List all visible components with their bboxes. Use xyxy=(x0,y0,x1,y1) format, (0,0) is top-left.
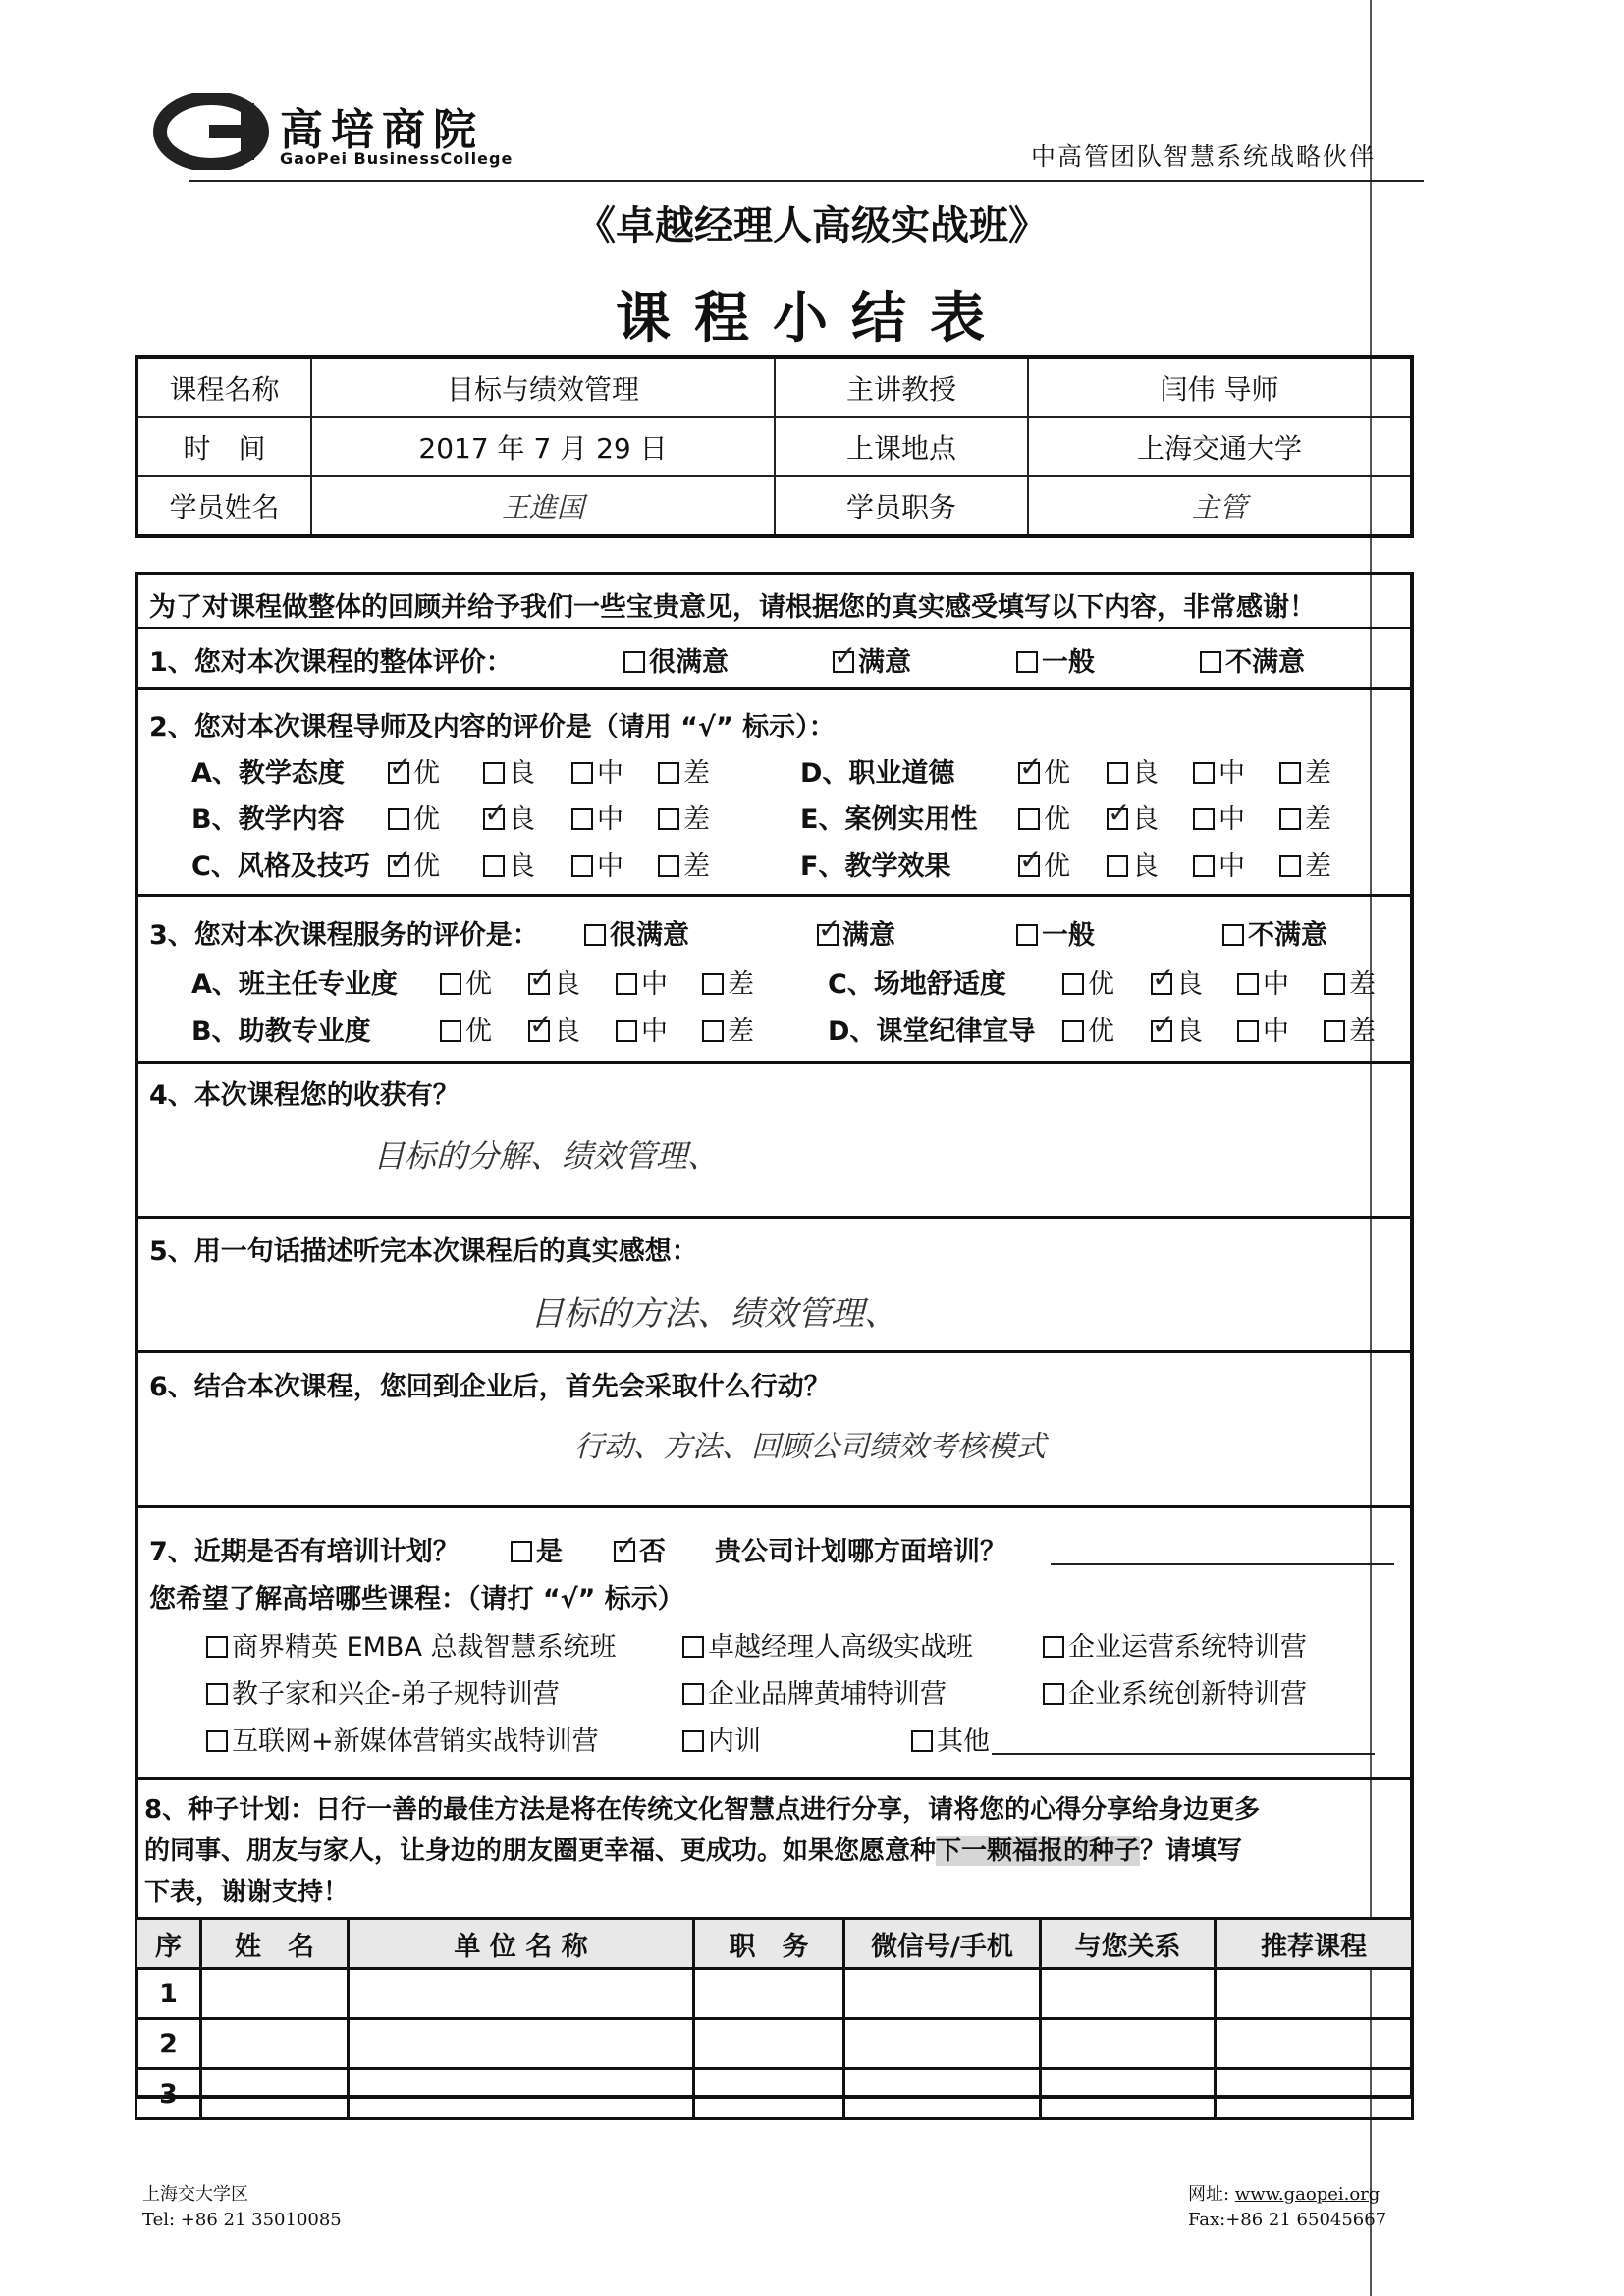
column-header: 单 位 名 称 xyxy=(349,1919,694,1969)
row-number: 3 xyxy=(136,2069,201,2119)
course-option-innovation[interactable]: 企业系统创新特训营 xyxy=(1043,1672,1307,1711)
grade-label: 优 xyxy=(1088,1016,1114,1047)
q3-option-very-satisfied[interactable]: 很满意 xyxy=(584,913,689,952)
grade-option[interactable] xyxy=(1151,1010,1203,1048)
seed-referral-table xyxy=(135,1917,1414,2120)
checkbox[interactable] xyxy=(1193,762,1215,784)
grade-option[interactable] xyxy=(1237,1010,1289,1048)
grade-label: 良 xyxy=(1132,804,1159,835)
lecturer-label: 主讲教授 xyxy=(775,357,1028,417)
q8-text-line3: 下表，谢谢支持！ xyxy=(144,1878,350,1907)
grade-option[interactable] xyxy=(658,845,710,883)
grade-option[interactable] xyxy=(1279,845,1331,883)
grade-option[interactable] xyxy=(440,1010,492,1048)
footer-fax: Fax:+86 21 65045667 xyxy=(1188,2210,1387,2230)
checkbox-checked[interactable] xyxy=(817,924,839,946)
course-name-label: 课程名称 xyxy=(136,357,311,417)
checkbox[interactable] xyxy=(440,973,461,995)
checkbox-checked[interactable] xyxy=(833,651,854,673)
grade-option[interactable] xyxy=(702,1010,754,1048)
q6-label: 6、结合本次课程，您回到企业后，首先会采取什么行动？ xyxy=(149,1372,831,1402)
name-cell[interactable] xyxy=(201,1969,349,2019)
checkbox[interactable] xyxy=(388,808,409,830)
grade-label: 差 xyxy=(683,851,710,882)
name-cell[interactable] xyxy=(201,2069,349,2119)
q8-text-highlight: 下一颗福报的种子 xyxy=(936,1836,1141,1866)
section-divider xyxy=(135,894,1414,897)
section-divider xyxy=(135,1350,1414,1353)
checkbox[interactable] xyxy=(1107,762,1128,784)
column-header: 与您关系 xyxy=(1041,1919,1216,1969)
grade-label: 差 xyxy=(1305,758,1331,789)
q2-label: 2、您对本次课程导师及内容的评价是（请用 “√” 标示）： xyxy=(149,712,836,742)
lecturer-value: 闫伟 导师 xyxy=(1028,357,1412,417)
checkbox[interactable] xyxy=(658,855,679,877)
checkbox[interactable] xyxy=(584,924,606,946)
grade-label: 良 xyxy=(509,804,535,835)
grade-option[interactable] xyxy=(571,797,623,836)
company-plan-field[interactable] xyxy=(1051,1563,1394,1565)
grade-label: 中 xyxy=(1218,758,1245,789)
q3-option-satisfied[interactable]: ✓ 满意 xyxy=(817,913,895,952)
footer-left xyxy=(142,2182,342,2233)
position-cell[interactable] xyxy=(694,2069,844,2119)
checkbox[interactable] xyxy=(483,855,505,877)
q5-answer[interactable]: 目标的方法、绩效管理、 xyxy=(530,1294,897,1334)
course-option-emba[interactable]: 商界精英 EMBA 总裁智慧系统班 xyxy=(206,1625,617,1664)
section-divider xyxy=(135,1216,1414,1219)
q7-company-plan-label: 贵公司计划哪方面培训？ xyxy=(715,1537,1006,1567)
course-cell[interactable] xyxy=(1216,1969,1413,2019)
grade-label: 中 xyxy=(641,969,668,1000)
grade-label: 良 xyxy=(554,969,580,1000)
row-number: 2 xyxy=(136,2019,201,2069)
checkbox[interactable] xyxy=(623,651,645,673)
q8-text-line2 xyxy=(144,1831,1242,1867)
q6-answer[interactable]: 行动、方法、回顾公司绩效考核模式 xyxy=(574,1430,1046,1464)
grade-label: 良 xyxy=(1176,969,1203,1000)
grade-option[interactable] xyxy=(571,751,623,790)
grade-option[interactable] xyxy=(658,797,710,836)
q2-item-label: F、教学效果 xyxy=(800,851,951,882)
course-name-value: 目标与绩效管理 xyxy=(311,357,775,417)
grade-option[interactable] xyxy=(1237,962,1289,1001)
checkbox[interactable] xyxy=(571,855,593,877)
grade-option[interactable] xyxy=(1107,845,1159,883)
time-label: 时 间 xyxy=(136,417,311,476)
course-option-inhouse[interactable]: 内训 xyxy=(682,1720,761,1758)
checkbox[interactable] xyxy=(616,1020,637,1042)
location-value: 上海交通大学 xyxy=(1028,417,1412,476)
grade-label: 差 xyxy=(728,969,754,1000)
row-number: 1 xyxy=(136,1969,201,2019)
q1-option-average[interactable]: 一般 xyxy=(1016,640,1095,679)
course-option-manager[interactable]: 卓越经理人高级实战班 xyxy=(682,1625,973,1664)
grade-label: 中 xyxy=(1218,804,1245,835)
document-subtitle: 课程小结表 xyxy=(616,286,1008,351)
checkbox[interactable] xyxy=(1107,855,1128,877)
grade-option[interactable] xyxy=(388,845,440,883)
q3-label: 3、您对本次课程服务的评价是： xyxy=(149,920,539,951)
grade-option[interactable] xyxy=(658,751,710,790)
checkbox-checked[interactable] xyxy=(388,855,409,877)
section-divider xyxy=(135,1061,1414,1064)
grade-label: 良 xyxy=(509,851,535,882)
checkbox[interactable] xyxy=(1279,808,1301,830)
section-divider xyxy=(135,687,1414,690)
footer-website-label: 网址: xyxy=(1188,2184,1235,2205)
grade-label: 差 xyxy=(1305,851,1331,882)
grade-option[interactable] xyxy=(388,751,440,790)
grade-option[interactable] xyxy=(616,1010,668,1048)
checkbox[interactable] xyxy=(1200,651,1221,673)
grade-option[interactable] xyxy=(388,797,440,836)
grade-label: 中 xyxy=(1218,851,1245,882)
contact-cell[interactable] xyxy=(844,2019,1041,2069)
course-info-table xyxy=(135,355,1414,538)
grade-label: 优 xyxy=(413,851,440,882)
grade-option[interactable] xyxy=(1279,797,1331,836)
grade-label: 中 xyxy=(1263,1016,1289,1047)
grade-label: 优 xyxy=(1044,851,1070,882)
grade-label: 优 xyxy=(465,1016,492,1047)
grade-option[interactable] xyxy=(1151,962,1203,1001)
company-cell[interactable] xyxy=(349,2069,694,2119)
brand-name-cn: 高培商院 xyxy=(280,105,484,155)
checkbox[interactable] xyxy=(1018,808,1040,830)
column-header: 职 务 xyxy=(694,1919,844,1969)
header-divider xyxy=(189,180,1424,182)
student-position-field[interactable]: 主管 xyxy=(1028,476,1412,536)
checkbox[interactable] xyxy=(1043,1636,1064,1658)
q2-item-label: C、风格及技巧 xyxy=(191,851,370,882)
course-option-other[interactable]: 其他 xyxy=(911,1720,990,1758)
checkbox[interactable] xyxy=(1043,1683,1064,1705)
footer-website-link[interactable]: www.gaopei.org xyxy=(1234,2184,1380,2205)
grade-option[interactable] xyxy=(1324,1010,1376,1048)
course-option-internet[interactable]: 互联网+新媒体营销实战特训营 xyxy=(206,1720,599,1758)
grade-label: 中 xyxy=(597,804,623,835)
q8-text-line1: 8、种子计划：日行一善的最佳方法是将在传统文化智慧点进行分享，请将您的心得分享给身边更多 xyxy=(144,1795,1261,1825)
checkbox[interactable] xyxy=(1279,855,1301,877)
grade-option[interactable] xyxy=(1193,751,1245,790)
grade-label: 优 xyxy=(465,969,492,1000)
q2-item-label: B、教学内容 xyxy=(191,804,345,835)
checkbox[interactable] xyxy=(1062,1020,1084,1042)
q3-item-label: B、助教专业度 xyxy=(191,1016,371,1047)
checkbox[interactable] xyxy=(206,1730,228,1752)
grade-option[interactable] xyxy=(1193,797,1245,836)
grade-label: 良 xyxy=(554,1016,580,1047)
section-divider xyxy=(135,1505,1414,1508)
checkbox[interactable] xyxy=(1062,973,1084,995)
grade-option[interactable] xyxy=(1107,797,1159,836)
checkbox-checked[interactable] xyxy=(1151,973,1172,995)
checkbox[interactable] xyxy=(658,762,679,784)
grade-option[interactable] xyxy=(440,962,492,1001)
grade-option[interactable] xyxy=(1193,845,1245,883)
relation-cell[interactable] xyxy=(1041,2069,1216,2119)
checkbox-checked[interactable] xyxy=(388,762,409,784)
grade-option[interactable] xyxy=(483,797,535,836)
grade-label: 优 xyxy=(413,804,440,835)
checkbox-checked[interactable] xyxy=(1107,808,1128,830)
relation-cell[interactable] xyxy=(1041,2019,1216,2069)
grade-label: 中 xyxy=(597,851,623,882)
checkbox-checked[interactable] xyxy=(483,808,505,830)
checkbox[interactable] xyxy=(682,1636,704,1658)
grade-label: 良 xyxy=(1176,1016,1203,1047)
q1-option-unsatisfied[interactable]: 不满意 xyxy=(1200,640,1305,679)
checkbox[interactable] xyxy=(1193,808,1215,830)
brand-name-en: GaoPei BusinessCollege xyxy=(280,149,514,168)
other-course-field[interactable] xyxy=(992,1753,1375,1755)
q8-text-end: ？请填写 xyxy=(1140,1836,1243,1866)
table-row xyxy=(136,2069,1413,2119)
checkbox[interactable] xyxy=(483,762,505,784)
company-cell[interactable] xyxy=(349,2019,694,2069)
grade-label: 优 xyxy=(413,758,440,789)
document-title: 《卓越经理人高级实战班》 xyxy=(576,203,1048,248)
student-position-label: 学员职务 xyxy=(775,476,1028,536)
q2-item-label: A、教学态度 xyxy=(191,758,345,789)
grade-option[interactable] xyxy=(702,962,754,1001)
q1-option-very-satisfied[interactable]: 很满意 xyxy=(623,640,729,679)
checkbox[interactable] xyxy=(1016,924,1038,946)
grade-option[interactable] xyxy=(1279,751,1331,790)
contact-cell[interactable] xyxy=(844,1969,1041,2019)
relation-cell[interactable] xyxy=(1041,1969,1216,2019)
checkbox[interactable] xyxy=(682,1683,704,1705)
name-cell[interactable] xyxy=(201,2019,349,2069)
grade-label: 差 xyxy=(1305,804,1331,835)
course-option-dizigui[interactable]: 教子家和兴企-弟子规特训营 xyxy=(206,1672,560,1711)
column-header: 姓 名 xyxy=(201,1919,349,1969)
checkbox[interactable] xyxy=(571,762,593,784)
student-name-label: 学员姓名 xyxy=(136,476,311,536)
checkbox-checked[interactable] xyxy=(1151,1020,1172,1042)
q4-answer[interactable]: 目标的分解、绩效管理、 xyxy=(373,1137,720,1175)
grade-option[interactable] xyxy=(1062,1010,1114,1048)
checkbox[interactable] xyxy=(206,1683,228,1705)
checkbox-checked[interactable] xyxy=(528,973,550,995)
q2-item-label: D、职业道德 xyxy=(800,758,955,789)
checkbox[interactable] xyxy=(1237,1020,1259,1042)
section-divider xyxy=(135,627,1414,629)
course-option-brand[interactable]: 企业品牌黄埔特训营 xyxy=(682,1672,947,1711)
time-value: 2017 年 7 月 29 日 xyxy=(311,417,775,476)
grade-label: 中 xyxy=(1263,969,1289,1000)
grade-label: 差 xyxy=(1349,1016,1376,1047)
course-option-operations[interactable]: 企业运营系统特训营 xyxy=(1043,1625,1307,1664)
footer-right xyxy=(1188,2182,1386,2233)
section-divider xyxy=(135,1777,1414,1780)
checkbox-checked[interactable] xyxy=(614,1541,635,1562)
location-label: 上课地点 xyxy=(775,417,1028,476)
q3-option-unsatisfied[interactable]: 不满意 xyxy=(1222,913,1327,952)
q7-label: 7、近期是否有培训计划？ xyxy=(149,1537,460,1567)
checkbox-checked[interactable] xyxy=(528,1020,550,1042)
position-cell[interactable] xyxy=(694,1969,844,2019)
checkbox[interactable] xyxy=(658,808,679,830)
student-name-field[interactable]: 王進国 xyxy=(311,476,775,536)
checkbox[interactable] xyxy=(206,1636,228,1658)
course-cell[interactable] xyxy=(1216,2069,1413,2119)
grade-label: 优 xyxy=(1044,804,1070,835)
grade-option[interactable] xyxy=(616,962,668,1001)
survey-intro: 为了对课程做整体的回顾并给予我们一些宝贵意见，请根据您的真实感受填写以下内容，非常感谢！ xyxy=(149,592,1316,623)
grade-label: 差 xyxy=(1349,969,1376,1000)
checkbox[interactable] xyxy=(682,1730,704,1752)
footer-tel: Tel: +86 21 35010085 xyxy=(142,2210,342,2230)
checkbox[interactable] xyxy=(571,808,593,830)
grade-option[interactable] xyxy=(1324,962,1376,1001)
column-header: 微信号/手机 xyxy=(844,1919,1041,1969)
contact-cell[interactable] xyxy=(844,2069,1041,2119)
course-cell[interactable] xyxy=(1216,2019,1413,2069)
checkbox[interactable] xyxy=(702,1020,724,1042)
column-header: 推荐课程 xyxy=(1216,1919,1413,1969)
checkbox[interactable] xyxy=(511,1541,532,1562)
grade-option[interactable] xyxy=(528,1010,580,1048)
grade-label: 中 xyxy=(597,758,623,789)
q3-item-label: A、班主任专业度 xyxy=(191,969,398,1000)
checkbox[interactable] xyxy=(1237,973,1259,995)
q8-text-main: 的同事、朋友与家人，让身边的朋友圈更幸福、更成功。如果您愿意种 xyxy=(144,1836,937,1866)
grade-label: 差 xyxy=(683,804,710,835)
q2-item-label: E、案例实用性 xyxy=(800,804,978,835)
checkbox[interactable] xyxy=(1222,924,1244,946)
q1-option-satisfied[interactable]: ✓ 满意 xyxy=(833,640,911,679)
gaopei-logo-icon xyxy=(152,93,280,170)
grade-option[interactable] xyxy=(1018,797,1070,836)
table-row xyxy=(136,1969,1413,2019)
q4-label: 4、本次课程您的收获有？ xyxy=(149,1080,460,1111)
q7-option-no[interactable]: ✓ 否 xyxy=(614,1530,666,1568)
grade-label: 差 xyxy=(728,1016,754,1047)
grade-option[interactable] xyxy=(483,751,535,790)
q1-label: 1、您对本次课程的整体评价： xyxy=(149,647,513,678)
grade-label: 良 xyxy=(509,758,535,789)
table-row xyxy=(136,2019,1413,2069)
footer-campus: 上海交大学区 xyxy=(142,2184,248,2205)
q3-item-label: D、课堂纪律宣导 xyxy=(828,1016,1036,1047)
checkbox[interactable] xyxy=(1324,1020,1345,1042)
position-cell[interactable] xyxy=(694,2019,844,2069)
grade-option[interactable] xyxy=(528,962,580,1001)
checkbox[interactable] xyxy=(1016,651,1038,673)
grade-option[interactable] xyxy=(483,845,535,883)
checkbox[interactable] xyxy=(911,1730,933,1752)
grade-label: 优 xyxy=(1044,758,1070,789)
grade-option[interactable] xyxy=(1018,751,1070,790)
checkbox[interactable] xyxy=(1279,762,1301,784)
grade-label: 中 xyxy=(641,1016,668,1047)
grade-label: 差 xyxy=(683,758,710,789)
q5-label: 5、用一句话描述听完本次课程后的真实感想： xyxy=(149,1236,698,1267)
grade-option[interactable] xyxy=(1107,751,1159,790)
checkbox[interactable] xyxy=(616,973,637,995)
q7-option-yes[interactable]: 是 xyxy=(511,1530,563,1568)
column-header: 序 xyxy=(136,1919,201,1969)
grade-option[interactable] xyxy=(1062,962,1114,1001)
q7-wish-label: 您希望了解高培哪些课程：（请打 “√” 标示） xyxy=(149,1584,684,1614)
checkbox-checked[interactable] xyxy=(1018,762,1040,784)
company-cell[interactable] xyxy=(349,1969,694,2019)
checkbox-checked[interactable] xyxy=(1018,855,1040,877)
q3-item-label: C、场地舒适度 xyxy=(828,969,1006,1000)
grade-label: 良 xyxy=(1132,851,1159,882)
grade-option[interactable] xyxy=(571,845,623,883)
grade-label: 良 xyxy=(1132,758,1159,789)
header-tagline: 中高管团队智慧系统战略伙伴 xyxy=(1031,142,1377,171)
grade-option[interactable] xyxy=(1018,845,1070,883)
grade-label: 优 xyxy=(1088,969,1114,1000)
checkbox[interactable] xyxy=(1193,855,1215,877)
table-header-row xyxy=(136,1919,1413,1969)
checkbox[interactable] xyxy=(440,1020,461,1042)
q3-option-average[interactable]: 一般 xyxy=(1016,913,1095,952)
checkbox[interactable] xyxy=(702,973,724,995)
checkbox[interactable] xyxy=(1324,973,1345,995)
